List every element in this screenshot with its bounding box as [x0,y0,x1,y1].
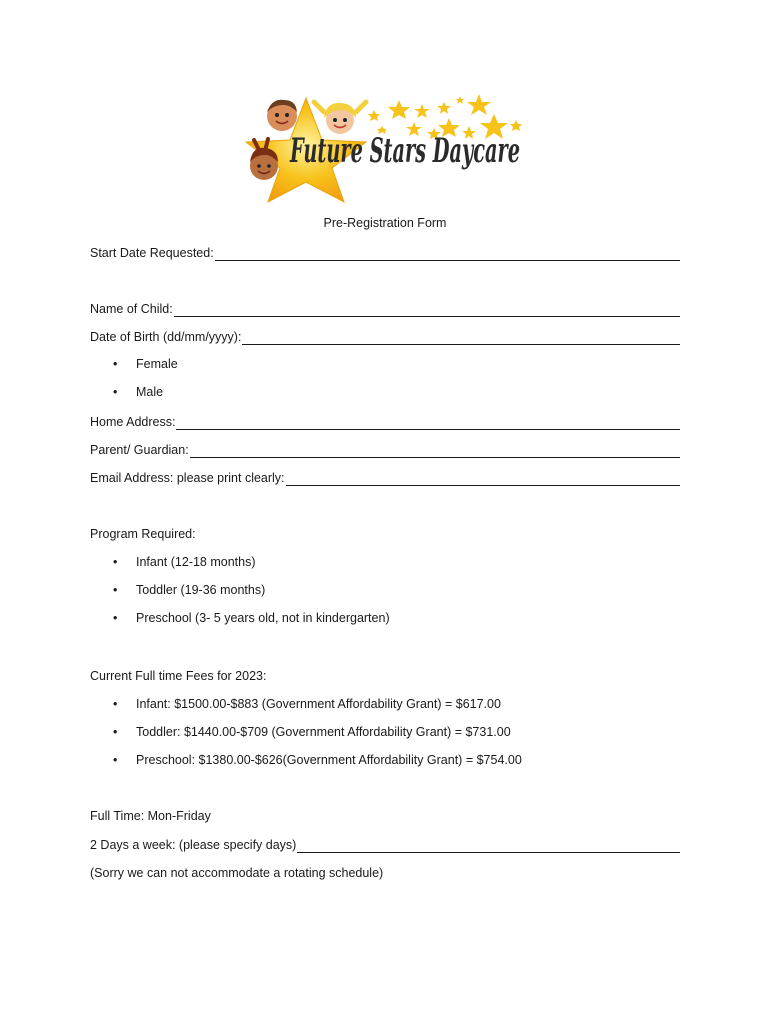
two-days-label: 2 Days a week: (please specify days) [90,838,297,852]
fee-item-label: Toddler: $1440.00-$709 (Government Affordability Grant) = $731.00 [136,725,511,739]
start-date-field[interactable] [215,247,680,261]
program-option-infant[interactable] [113,555,256,570]
home-address-field[interactable] [176,416,680,430]
gender-option-male[interactable] [113,385,163,400]
child-name-field[interactable] [174,303,680,317]
bullet-icon: • [113,583,118,597]
bullet-icon: • [113,697,118,711]
program-option-preschool[interactable] [113,611,390,626]
logo-text: Future Stars Daycare [289,131,520,171]
gender-option-label: Female [136,357,178,371]
program-heading: Program Required: [90,527,196,541]
full-time-text: Full Time: Mon-Friday [90,809,211,823]
program-option-label: Infant (12-18 months) [136,555,256,569]
home-address-label: Home Address: [90,415,176,429]
bullet-icon: • [113,611,118,625]
fee-item-preschool [113,753,522,768]
bullet-icon: • [113,753,118,767]
gender-option-female[interactable] [113,357,178,372]
girl-face-icon [314,102,366,134]
child-name-label: Name of Child: [90,302,173,316]
fee-item-infant [113,697,501,712]
fee-item-label: Preschool: $1380.00-$626(Government Affordability Grant) = $754.00 [136,753,522,767]
bullet-icon: • [113,357,118,371]
parent-guardian-row [90,440,680,458]
fee-item-label: Infant: $1500.00-$883 (Government Affordability Grant) = $617.00 [136,697,501,711]
fee-item-toddler [113,725,511,740]
gender-option-label: Male [136,385,164,399]
form-title: Pre-Registration Form [323,216,447,230]
program-option-toddler[interactable] [113,583,265,598]
boy-face-icon [267,100,297,131]
two-days-row [90,835,680,853]
home-address-row [90,412,680,430]
parent-guardian-field[interactable] [190,444,680,458]
start-date-row [90,243,680,261]
rotating-schedule-note: (Sorry we can not accommodate a rotating schedule) [90,866,384,880]
child-name-row [90,299,680,317]
bullet-icon: • [113,725,118,739]
bullet-icon: • [113,555,118,569]
email-row [90,468,680,486]
two-days-field[interactable] [297,839,680,853]
email-field[interactable] [286,472,680,486]
bullet-icon: • [113,385,118,399]
program-option-label: Toddler (19-36 months) [136,583,266,597]
dob-row [90,327,680,345]
start-date-label: Start Date Requested: [90,246,214,260]
email-label: Email Address: please print clearly: [90,471,285,485]
dob-field[interactable] [242,331,680,345]
fees-heading: Current Full time Fees for 2023: [90,669,267,683]
logo-artwork [244,90,526,206]
program-option-label: Preschool (3- 5 years old, not in kindergarten) [136,611,390,625]
future-stars-daycare-logo [244,90,526,206]
parent-guardian-label: Parent/ Guardian: [90,443,189,457]
dob-label: Date of Birth (dd/mm/yyyy): [90,330,242,344]
